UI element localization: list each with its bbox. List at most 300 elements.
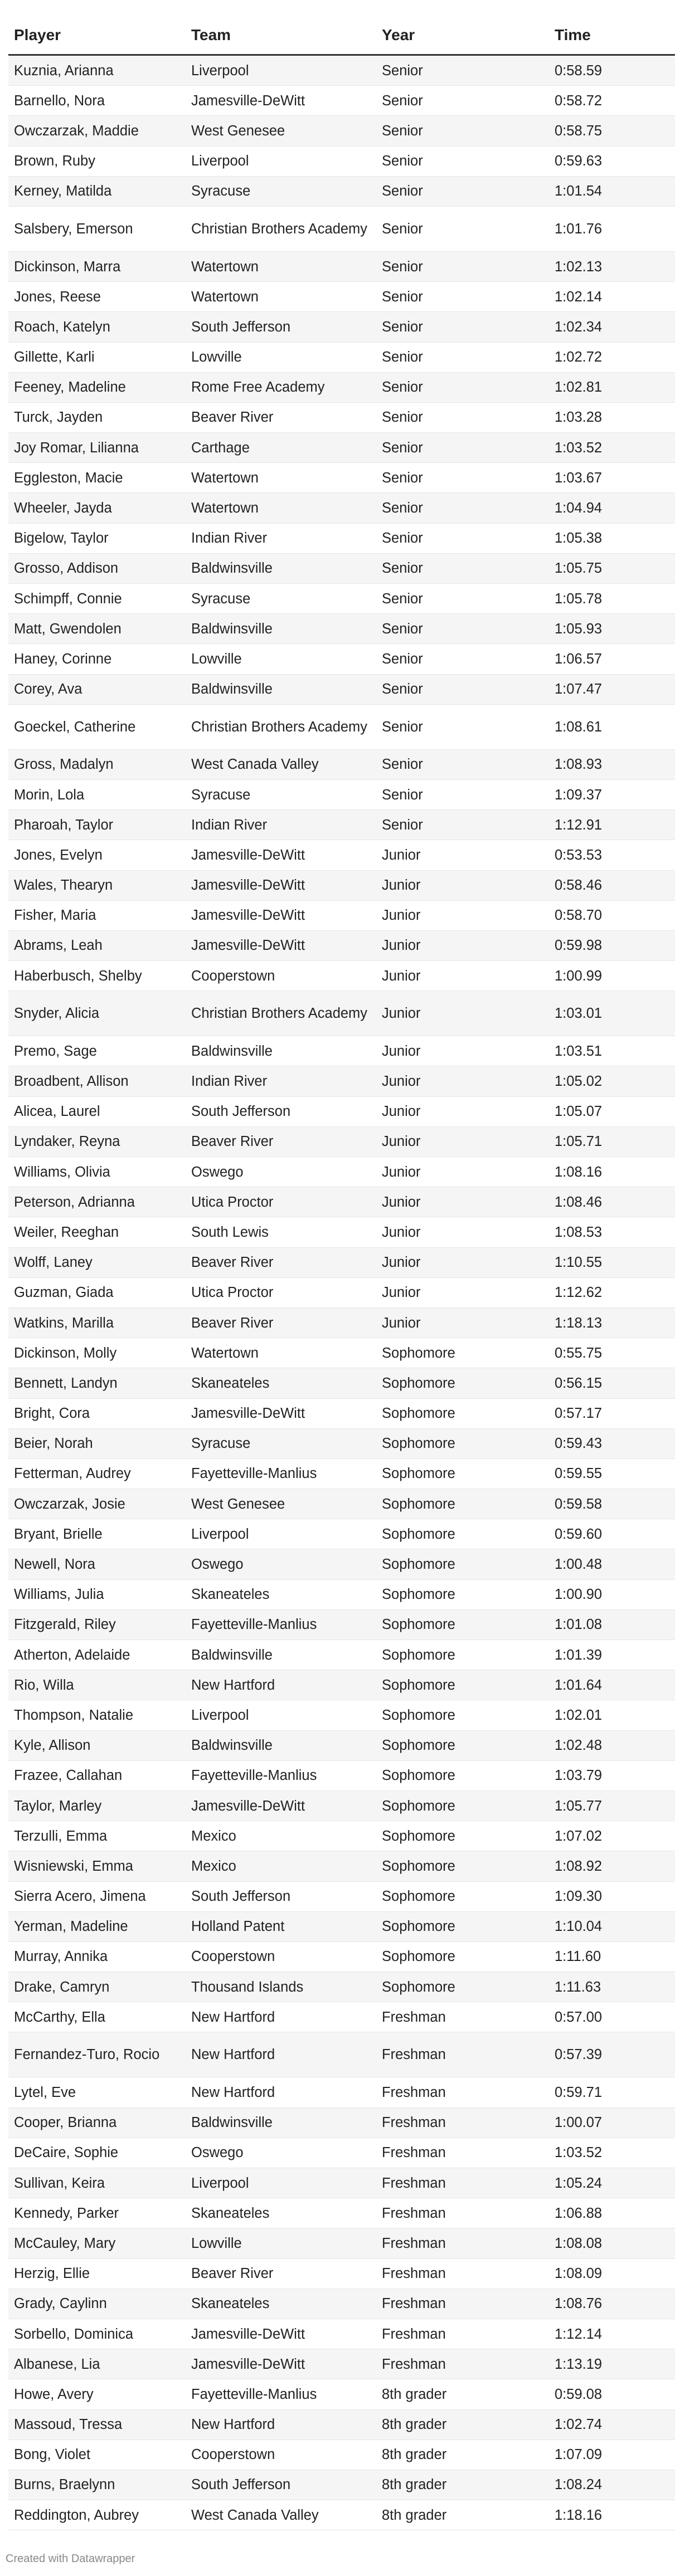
- player-cell: Wolff, Laney: [8, 1247, 186, 1277]
- team-cell: Fayetteville-Manlius: [186, 2379, 376, 2409]
- player-cell: Salsbery, Emerson: [8, 206, 186, 251]
- year-cell: Freshman: [376, 2198, 549, 2228]
- table-row: [8, 2198, 675, 2228]
- player-cell: Peterson, Adrianna: [8, 1187, 186, 1217]
- year-cell: Senior: [376, 312, 549, 342]
- table-row: [8, 176, 675, 206]
- player-cell: Watkins, Marilla: [8, 1307, 186, 1338]
- year-cell: Senior: [376, 523, 549, 553]
- table-row: [8, 2289, 675, 2319]
- player-cell: Newell, Nora: [8, 1549, 186, 1579]
- team-cell: Syracuse: [186, 176, 376, 206]
- player-cell: Snyder, Alicia: [8, 991, 186, 1036]
- team-cell: Syracuse: [186, 779, 376, 809]
- team-cell: South Jefferson: [186, 312, 376, 342]
- player-cell: Herzig, Ellie: [8, 2258, 186, 2289]
- team-cell: West Canada Valley: [186, 2500, 376, 2530]
- table-row: [8, 1851, 675, 1881]
- table-row: [8, 1036, 675, 1066]
- player-cell: Bright, Cora: [8, 1398, 186, 1428]
- time-cell: 1:00.99: [549, 961, 675, 991]
- team-cell: Liverpool: [186, 55, 376, 86]
- year-cell: Sophomore: [376, 1609, 549, 1640]
- table-row: [8, 2228, 675, 2258]
- year-cell: Senior: [376, 176, 549, 206]
- time-cell: 1:11.63: [549, 1972, 675, 2002]
- team-cell: Syracuse: [186, 1428, 376, 1458]
- table-row: [8, 553, 675, 583]
- table-row: [8, 523, 675, 553]
- table-row: [8, 1428, 675, 1458]
- team-cell: Cooperstown: [186, 2440, 376, 2470]
- year-cell: Senior: [376, 674, 549, 704]
- player-cell: Haberbusch, Shelby: [8, 961, 186, 991]
- table-row: [8, 206, 675, 251]
- year-cell: Senior: [376, 749, 549, 779]
- table-row: [8, 930, 675, 960]
- year-cell: Freshman: [376, 2168, 549, 2198]
- team-cell: Liverpool: [186, 146, 376, 176]
- team-cell: Lowville: [186, 342, 376, 372]
- table-row: [8, 1821, 675, 1851]
- time-cell: 1:01.54: [549, 176, 675, 206]
- table-row: [8, 2500, 675, 2530]
- time-cell: 1:04.94: [549, 493, 675, 523]
- time-cell: 1:03.01: [549, 991, 675, 1036]
- table-row: [8, 2470, 675, 2500]
- team-cell: Watertown: [186, 493, 376, 523]
- time-cell: 1:03.28: [549, 402, 675, 432]
- player-cell: Roach, Katelyn: [8, 312, 186, 342]
- datawrapper-credit: Created with Datawrapper: [6, 2553, 135, 2565]
- time-cell: 1:12.62: [549, 1277, 675, 1307]
- table-row: [8, 810, 675, 840]
- team-cell: Watertown: [186, 1338, 376, 1368]
- year-cell: Senior: [376, 282, 549, 312]
- table-row: [8, 2319, 675, 2349]
- table-row: [8, 674, 675, 704]
- year-cell: Junior: [376, 991, 549, 1036]
- year-cell: Sophomore: [376, 1428, 549, 1458]
- player-cell: Fetterman, Audrey: [8, 1458, 186, 1489]
- time-cell: 1:08.92: [549, 1851, 675, 1881]
- year-cell: Freshman: [376, 2002, 549, 2032]
- player-cell: Kuznia, Arianna: [8, 55, 186, 86]
- time-cell: 1:07.47: [549, 674, 675, 704]
- team-cell: South Jefferson: [186, 1881, 376, 1911]
- year-cell: Senior: [376, 493, 549, 523]
- player-cell: McCauley, Mary: [8, 2228, 186, 2258]
- player-cell: Beier, Norah: [8, 1428, 186, 1458]
- player-cell: Kyle, Allison: [8, 1730, 186, 1760]
- year-cell: Junior: [376, 1036, 549, 1066]
- time-cell: 1:02.14: [549, 282, 675, 312]
- team-cell: Jamesville-DeWitt: [186, 870, 376, 900]
- table-row: [8, 840, 675, 870]
- time-cell: 0:58.46: [549, 870, 675, 900]
- player-cell: Guzman, Giada: [8, 1277, 186, 1307]
- player-cell: Fisher, Maria: [8, 900, 186, 930]
- time-cell: 1:07.02: [549, 1821, 675, 1851]
- table-row: [8, 342, 675, 372]
- time-cell: 0:57.00: [549, 2002, 675, 2032]
- time-cell: 0:58.70: [549, 900, 675, 930]
- team-cell: New Hartford: [186, 1670, 376, 1700]
- time-cell: 0:55.75: [549, 1338, 675, 1368]
- year-cell: 8th grader: [376, 2500, 549, 2530]
- table-row: [8, 2002, 675, 2032]
- team-cell: West Genesee: [186, 1489, 376, 1519]
- time-cell: 0:58.75: [549, 116, 675, 146]
- team-cell: New Hartford: [186, 2077, 376, 2107]
- time-cell: 1:02.34: [549, 312, 675, 342]
- time-cell: 1:06.88: [549, 2198, 675, 2228]
- player-cell: Pharoah, Taylor: [8, 810, 186, 840]
- table-row: [8, 2032, 675, 2077]
- team-cell: South Lewis: [186, 1217, 376, 1247]
- year-cell: Freshman: [376, 2107, 549, 2138]
- year-cell: Sophomore: [376, 1911, 549, 1941]
- team-cell: West Genesee: [186, 116, 376, 146]
- table-row: [8, 704, 675, 749]
- year-cell: Senior: [376, 402, 549, 432]
- year-cell: Sophomore: [376, 1398, 549, 1428]
- player-cell: Murray, Annika: [8, 1941, 186, 1972]
- player-cell: Joy Romar, Lilianna: [8, 433, 186, 463]
- time-cell: 1:06.57: [549, 644, 675, 674]
- time-cell: 1:10.55: [549, 1247, 675, 1277]
- table-row: [8, 1881, 675, 1911]
- time-cell: 0:59.71: [549, 2077, 675, 2107]
- team-cell: Baldwinsville: [186, 614, 376, 644]
- team-cell: Mexico: [186, 1851, 376, 1881]
- player-cell: Eggleston, Macie: [8, 463, 186, 493]
- year-cell: Sophomore: [376, 1972, 549, 2002]
- team-cell: Beaver River: [186, 1126, 376, 1157]
- player-cell: Drake, Camryn: [8, 1972, 186, 2002]
- table-row: [8, 1790, 675, 1821]
- time-cell: 1:08.08: [549, 2228, 675, 2258]
- table-row: [8, 584, 675, 614]
- column-header-year[interactable]: Year: [376, 16, 549, 55]
- year-cell: Sophomore: [376, 1338, 549, 1368]
- year-cell: Senior: [376, 86, 549, 116]
- time-cell: 1:05.24: [549, 2168, 675, 2198]
- year-cell: Sophomore: [376, 1519, 549, 1549]
- year-cell: Senior: [376, 251, 549, 281]
- player-cell: Dickinson, Molly: [8, 1338, 186, 1368]
- time-cell: 1:08.16: [549, 1157, 675, 1187]
- time-cell: 1:03.52: [549, 433, 675, 463]
- table-row: [8, 312, 675, 342]
- year-cell: Freshman: [376, 2349, 549, 2379]
- player-cell: Atherton, Adelaide: [8, 1640, 186, 1670]
- year-cell: Senior: [376, 433, 549, 463]
- time-cell: 0:56.15: [549, 1368, 675, 1398]
- team-cell: South Jefferson: [186, 1096, 376, 1126]
- time-cell: 1:18.13: [549, 1307, 675, 1338]
- team-cell: Oswego: [186, 1549, 376, 1579]
- team-cell: Holland Patent: [186, 1911, 376, 1941]
- player-cell: Feeney, Madeline: [8, 372, 186, 402]
- table-row: [8, 1247, 675, 1277]
- player-cell: Matt, Gwendolen: [8, 614, 186, 644]
- table-row: [8, 1187, 675, 1217]
- table-row: [8, 1277, 675, 1307]
- table-body: [8, 55, 675, 2530]
- time-cell: 1:08.61: [549, 704, 675, 749]
- time-cell: 1:01.39: [549, 1640, 675, 1670]
- player-cell: Cooper, Brianna: [8, 2107, 186, 2138]
- table-row: [8, 614, 675, 644]
- year-cell: Senior: [376, 614, 549, 644]
- time-cell: 1:08.93: [549, 749, 675, 779]
- team-cell: Cooperstown: [186, 1941, 376, 1972]
- team-cell: Indian River: [186, 1066, 376, 1096]
- time-cell: 1:03.79: [549, 1760, 675, 1790]
- time-cell: 1:03.52: [549, 2138, 675, 2168]
- year-cell: Sophomore: [376, 1640, 549, 1670]
- column-header-time[interactable]: Time: [549, 16, 675, 55]
- table-row: [8, 2349, 675, 2379]
- team-cell: Jamesville-DeWitt: [186, 2319, 376, 2349]
- team-cell: Jamesville-DeWitt: [186, 930, 376, 960]
- time-cell: 1:03.51: [549, 1036, 675, 1066]
- year-cell: Sophomore: [376, 1670, 549, 1700]
- time-cell: 1:00.07: [549, 2107, 675, 2138]
- team-cell: Baldwinsville: [186, 1730, 376, 1760]
- column-header-team[interactable]: Team: [186, 16, 376, 55]
- table-row: [8, 1670, 675, 1700]
- year-cell: 8th grader: [376, 2440, 549, 2470]
- table-row: [8, 2379, 675, 2409]
- team-cell: Utica Proctor: [186, 1277, 376, 1307]
- year-cell: 8th grader: [376, 2379, 549, 2409]
- time-cell: 1:10.04: [549, 1911, 675, 1941]
- year-cell: Junior: [376, 1126, 549, 1157]
- table-row: [8, 1519, 675, 1549]
- year-cell: Senior: [376, 584, 549, 614]
- time-cell: 1:12.14: [549, 2319, 675, 2349]
- year-cell: Sophomore: [376, 1881, 549, 1911]
- player-cell: Howe, Avery: [8, 2379, 186, 2409]
- time-cell: 0:59.60: [549, 1519, 675, 1549]
- team-cell: New Hartford: [186, 2032, 376, 2077]
- year-cell: Senior: [376, 463, 549, 493]
- player-cell: Wisniewski, Emma: [8, 1851, 186, 1881]
- team-cell: Beaver River: [186, 1307, 376, 1338]
- year-cell: Sophomore: [376, 1790, 549, 1821]
- year-cell: Sophomore: [376, 1368, 549, 1398]
- year-cell: Sophomore: [376, 1549, 549, 1579]
- team-cell: Indian River: [186, 810, 376, 840]
- team-cell: Lowville: [186, 2228, 376, 2258]
- team-cell: Mexico: [186, 1821, 376, 1851]
- time-cell: 0:58.59: [549, 55, 675, 86]
- table-row: [8, 116, 675, 146]
- table-row: [8, 251, 675, 281]
- player-cell: Williams, Julia: [8, 1579, 186, 1609]
- column-header-player[interactable]: Player: [8, 16, 186, 55]
- time-cell: 1:00.48: [549, 1549, 675, 1579]
- year-cell: Freshman: [376, 2228, 549, 2258]
- team-cell: Baldwinsville: [186, 1036, 376, 1066]
- time-cell: 1:08.76: [549, 2289, 675, 2319]
- year-cell: Junior: [376, 961, 549, 991]
- table-row: [8, 463, 675, 493]
- table-row: [8, 2440, 675, 2470]
- time-cell: 1:07.09: [549, 2440, 675, 2470]
- year-cell: Senior: [376, 206, 549, 251]
- player-cell: Owczarzak, Josie: [8, 1489, 186, 1519]
- time-cell: 0:59.58: [549, 1489, 675, 1519]
- player-cell: Williams, Olivia: [8, 1157, 186, 1187]
- table-row: [8, 146, 675, 176]
- team-cell: Christian Brothers Academy: [186, 206, 376, 251]
- time-cell: 1:01.76: [549, 206, 675, 251]
- table-row: [8, 1640, 675, 1670]
- time-cell: 1:02.01: [549, 1700, 675, 1730]
- player-cell: Massoud, Tressa: [8, 2409, 186, 2440]
- year-cell: Sophomore: [376, 1851, 549, 1881]
- team-cell: Beaver River: [186, 1247, 376, 1277]
- team-cell: Baldwinsville: [186, 1640, 376, 1670]
- table-row: [8, 1549, 675, 1579]
- team-cell: Cooperstown: [186, 961, 376, 991]
- year-cell: Sophomore: [376, 1458, 549, 1489]
- team-cell: Liverpool: [186, 1700, 376, 1730]
- year-cell: Freshman: [376, 2289, 549, 2319]
- player-cell: Bong, Violet: [8, 2440, 186, 2470]
- year-cell: Senior: [376, 116, 549, 146]
- year-cell: Senior: [376, 342, 549, 372]
- time-cell: 1:08.09: [549, 2258, 675, 2289]
- player-cell: Haney, Corinne: [8, 644, 186, 674]
- team-cell: Fayetteville-Manlius: [186, 1458, 376, 1489]
- player-cell: Rio, Willa: [8, 1670, 186, 1700]
- player-cell: Goeckel, Catherine: [8, 704, 186, 749]
- team-cell: Jamesville-DeWitt: [186, 1398, 376, 1428]
- time-cell: 0:57.17: [549, 1398, 675, 1428]
- player-cell: Sierra Acero, Jimena: [8, 1881, 186, 1911]
- time-cell: 1:05.75: [549, 553, 675, 583]
- table-row: [8, 870, 675, 900]
- team-cell: Baldwinsville: [186, 553, 376, 583]
- team-cell: Watertown: [186, 463, 376, 493]
- time-cell: 1:18.16: [549, 2500, 675, 2530]
- year-cell: Senior: [376, 779, 549, 809]
- table-row: [8, 55, 675, 86]
- team-cell: Oswego: [186, 2138, 376, 2168]
- player-cell: Bigelow, Taylor: [8, 523, 186, 553]
- time-cell: 1:09.37: [549, 779, 675, 809]
- player-cell: Sullivan, Keira: [8, 2168, 186, 2198]
- player-cell: Thompson, Natalie: [8, 1700, 186, 1730]
- table-row: [8, 779, 675, 809]
- year-cell: Sophomore: [376, 1579, 549, 1609]
- table-row: [8, 2077, 675, 2107]
- player-cell: Jones, Reese: [8, 282, 186, 312]
- team-cell: Liverpool: [186, 1519, 376, 1549]
- team-cell: Skaneateles: [186, 2198, 376, 2228]
- player-cell: Gillette, Karli: [8, 342, 186, 372]
- player-cell: Weiler, Reeghan: [8, 1217, 186, 1247]
- year-cell: Junior: [376, 930, 549, 960]
- time-cell: 1:05.77: [549, 1790, 675, 1821]
- player-cell: Dickinson, Marra: [8, 251, 186, 281]
- results-table: [8, 16, 675, 2530]
- table-row: [8, 961, 675, 991]
- player-cell: Bennett, Landyn: [8, 1368, 186, 1398]
- table-row: [8, 1941, 675, 1972]
- team-cell: Skaneateles: [186, 2289, 376, 2319]
- player-cell: Fernandez-Turo, Rocio: [8, 2032, 186, 2077]
- player-cell: Grady, Caylinn: [8, 2289, 186, 2319]
- player-cell: Albanese, Lia: [8, 2349, 186, 2379]
- time-cell: 0:59.43: [549, 1428, 675, 1458]
- year-cell: Junior: [376, 1066, 549, 1096]
- player-cell: Owczarzak, Maddie: [8, 116, 186, 146]
- player-cell: Yerman, Madeline: [8, 1911, 186, 1941]
- team-cell: Thousand Islands: [186, 1972, 376, 2002]
- table-row: [8, 1096, 675, 1126]
- team-cell: Jamesville-DeWitt: [186, 2349, 376, 2379]
- year-cell: 8th grader: [376, 2470, 549, 2500]
- year-cell: Freshman: [376, 2032, 549, 2077]
- team-cell: Liverpool: [186, 2168, 376, 2198]
- year-cell: Senior: [376, 553, 549, 583]
- table-row: [8, 1489, 675, 1519]
- player-cell: Wheeler, Jayda: [8, 493, 186, 523]
- table-row: [8, 282, 675, 312]
- team-cell: Jamesville-DeWitt: [186, 900, 376, 930]
- header-row: [8, 16, 675, 55]
- player-cell: Morin, Lola: [8, 779, 186, 809]
- time-cell: 1:05.02: [549, 1066, 675, 1096]
- time-cell: 1:02.72: [549, 342, 675, 372]
- team-cell: Watertown: [186, 251, 376, 281]
- player-cell: Jones, Evelyn: [8, 840, 186, 870]
- player-cell: Barnello, Nora: [8, 86, 186, 116]
- time-cell: 1:05.93: [549, 614, 675, 644]
- table-row: [8, 2138, 675, 2168]
- year-cell: Sophomore: [376, 1700, 549, 1730]
- year-cell: Junior: [376, 1157, 549, 1187]
- table-row: [8, 1760, 675, 1790]
- time-cell: 1:01.64: [549, 1670, 675, 1700]
- team-cell: Lowville: [186, 644, 376, 674]
- table-row: [8, 1066, 675, 1096]
- time-cell: 1:09.30: [549, 1881, 675, 1911]
- team-cell: Syracuse: [186, 584, 376, 614]
- player-cell: Grosso, Addison: [8, 553, 186, 583]
- time-cell: 1:05.07: [549, 1096, 675, 1126]
- year-cell: Senior: [376, 372, 549, 402]
- player-cell: Lytel, Eve: [8, 2077, 186, 2107]
- time-cell: 0:57.39: [549, 2032, 675, 2077]
- team-cell: Jamesville-DeWitt: [186, 86, 376, 116]
- year-cell: 8th grader: [376, 2409, 549, 2440]
- time-cell: 1:08.53: [549, 1217, 675, 1247]
- year-cell: Junior: [376, 1247, 549, 1277]
- year-cell: Sophomore: [376, 1941, 549, 1972]
- time-cell: 0:59.55: [549, 1458, 675, 1489]
- year-cell: Junior: [376, 1096, 549, 1126]
- team-cell: Christian Brothers Academy: [186, 704, 376, 749]
- year-cell: Junior: [376, 1187, 549, 1217]
- player-cell: Reddington, Aubrey: [8, 2500, 186, 2530]
- table-row: [8, 1217, 675, 1247]
